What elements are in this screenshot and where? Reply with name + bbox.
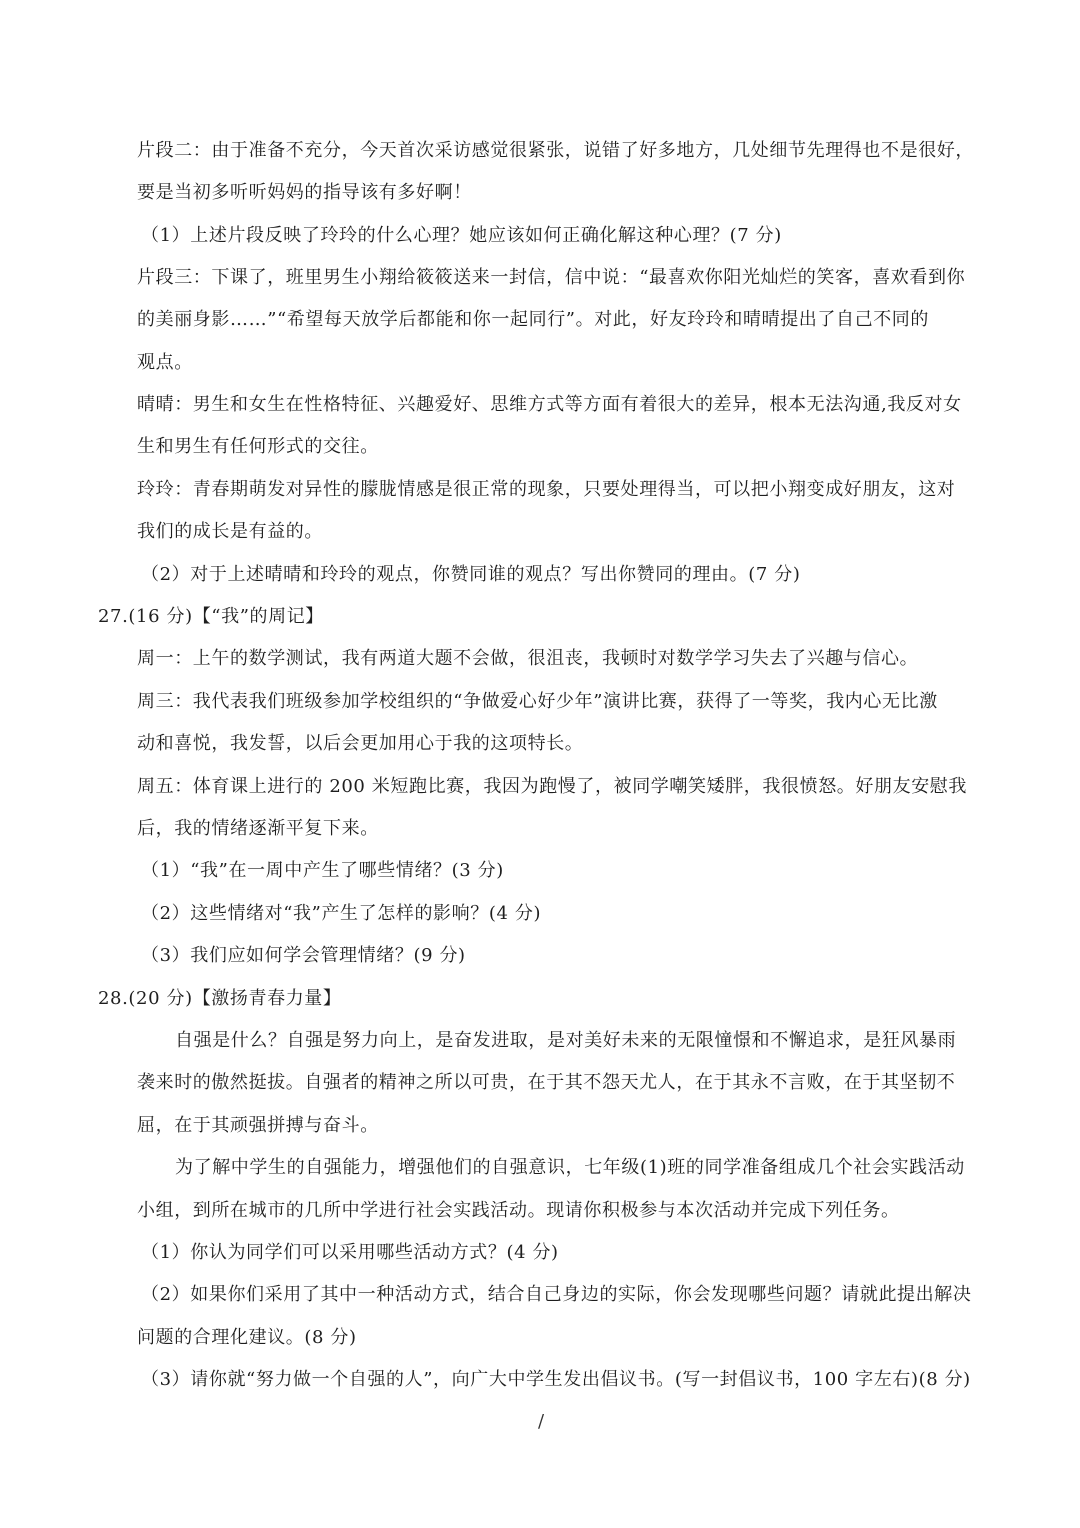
text-line: 动和喜悦，我发誓，以后会更加用心于我的这项特长。 <box>137 733 584 754</box>
question-line: （3）请你就“努力做一个自强的人”，向广大中学生发出倡议书。(写一封倡议书，100 字左右)(8 分) <box>141 1369 971 1390</box>
paragraph-line: 屈，在于其顽强拼搏与奋斗。 <box>137 1115 379 1136</box>
question-heading-27: 27.(16 分)【“我”的周记】 <box>98 606 324 627</box>
page-footer-mark: / <box>538 1411 545 1432</box>
question-line: （3）我们应如何学会管理情绪？(9 分) <box>141 945 466 966</box>
question-line: （2）这些情绪对“我”产生了怎样的影响？(4 分) <box>141 903 542 924</box>
question-line: （1）上述片段反映了玲玲的什么心理？她应该如何正确化解这种心理？(7 分) <box>141 225 782 246</box>
paragraph-line: 小组，到所在城市的几所中学进行社会实践活动。现请你积极参与本次活动并完成下列任务。 <box>137 1200 900 1221</box>
paragraph-line: 自强是什么？自强是努力向上，是奋发进取，是对美好未来的无限憧憬和不懈追求，是狂风暴雨 <box>175 1030 957 1051</box>
text-line: 的美丽身影……”“希望每天放学后都能和你一起同行”。对此，好友玲玲和晴晴提出了自己不同的 <box>137 309 930 330</box>
text-line: 周五：体育课上进行的 200 米短跑比赛，我因为跑慢了，被同学嘲笑矮胖，我很愤怒。好朋友安慰我 <box>137 776 967 797</box>
text-line: 晴晴：男生和女生在性格特征、兴趣爱好、思维方式等方面有着很大的差异，根本无法沟通,我反对女 <box>137 394 962 415</box>
question-line: （1）“我”在一周中产生了哪些情绪？(3 分) <box>141 860 504 881</box>
text-line: 玲玲：青春期萌发对异性的朦胧情感是很正常的现象，只要处理得当，可以把小翔变成好朋友，这对 <box>137 479 956 500</box>
text-line: 周三：我代表我们班级参加学校组织的“争做爱心好少年”演讲比赛，获得了一等奖，我内心无比激 <box>137 691 938 712</box>
text-line: 生和男生有任何形式的交往。 <box>137 436 379 457</box>
text-line: 片段三：下课了，班里男生小翔给筱筱送来一封信，信中说：“最喜欢你阳光灿烂的笑客，喜欢看到你 <box>137 267 966 288</box>
text-line: 我们的成长是有益的。 <box>137 521 323 542</box>
text-line: 后，我的情绪逐渐平复下来。 <box>137 818 379 839</box>
text-line: 周一：上午的数学测试，我有两道大题不会做，很沮丧，我顿时对数学学习失去了兴趣与信心。 <box>137 648 919 669</box>
question-heading-28: 28.(20 分)【激扬青春力量】 <box>98 988 342 1009</box>
paragraph-line: 袭来时的傲然挺拔。自强者的精神之所以可贵，在于其不怨天尤人，在于其永不言败，在于其坚韧不 <box>137 1072 956 1093</box>
question-line: （2）对于上述晴晴和玲玲的观点，你赞同谁的观点？写出你赞同的理由。(7 分) <box>141 564 801 585</box>
text-line: 要是当初多听听妈妈的指导该有多好啊！ <box>137 182 472 203</box>
paragraph-line: 为了解中学生的自强能力，增强他们的自强意识，七年级(1)班的同学准备组成几个社会实践活动 <box>175 1157 965 1178</box>
question-line: （2）如果你们采用了其中一种活动方式，结合自己身边的实际，你会发现哪些问题？请就此提出解决 <box>141 1284 972 1305</box>
text-line: 片段二：由于准备不充分，今天首次采访感觉很紧张，说错了好多地方，几处细节先理得也不是很好， <box>137 140 974 161</box>
question-line: （1）你认为同学们可以采用哪些活动方式？(4 分) <box>141 1242 559 1263</box>
text-line: 观点。 <box>137 352 193 373</box>
question-line: 问题的合理化建议。(8 分) <box>137 1327 357 1348</box>
